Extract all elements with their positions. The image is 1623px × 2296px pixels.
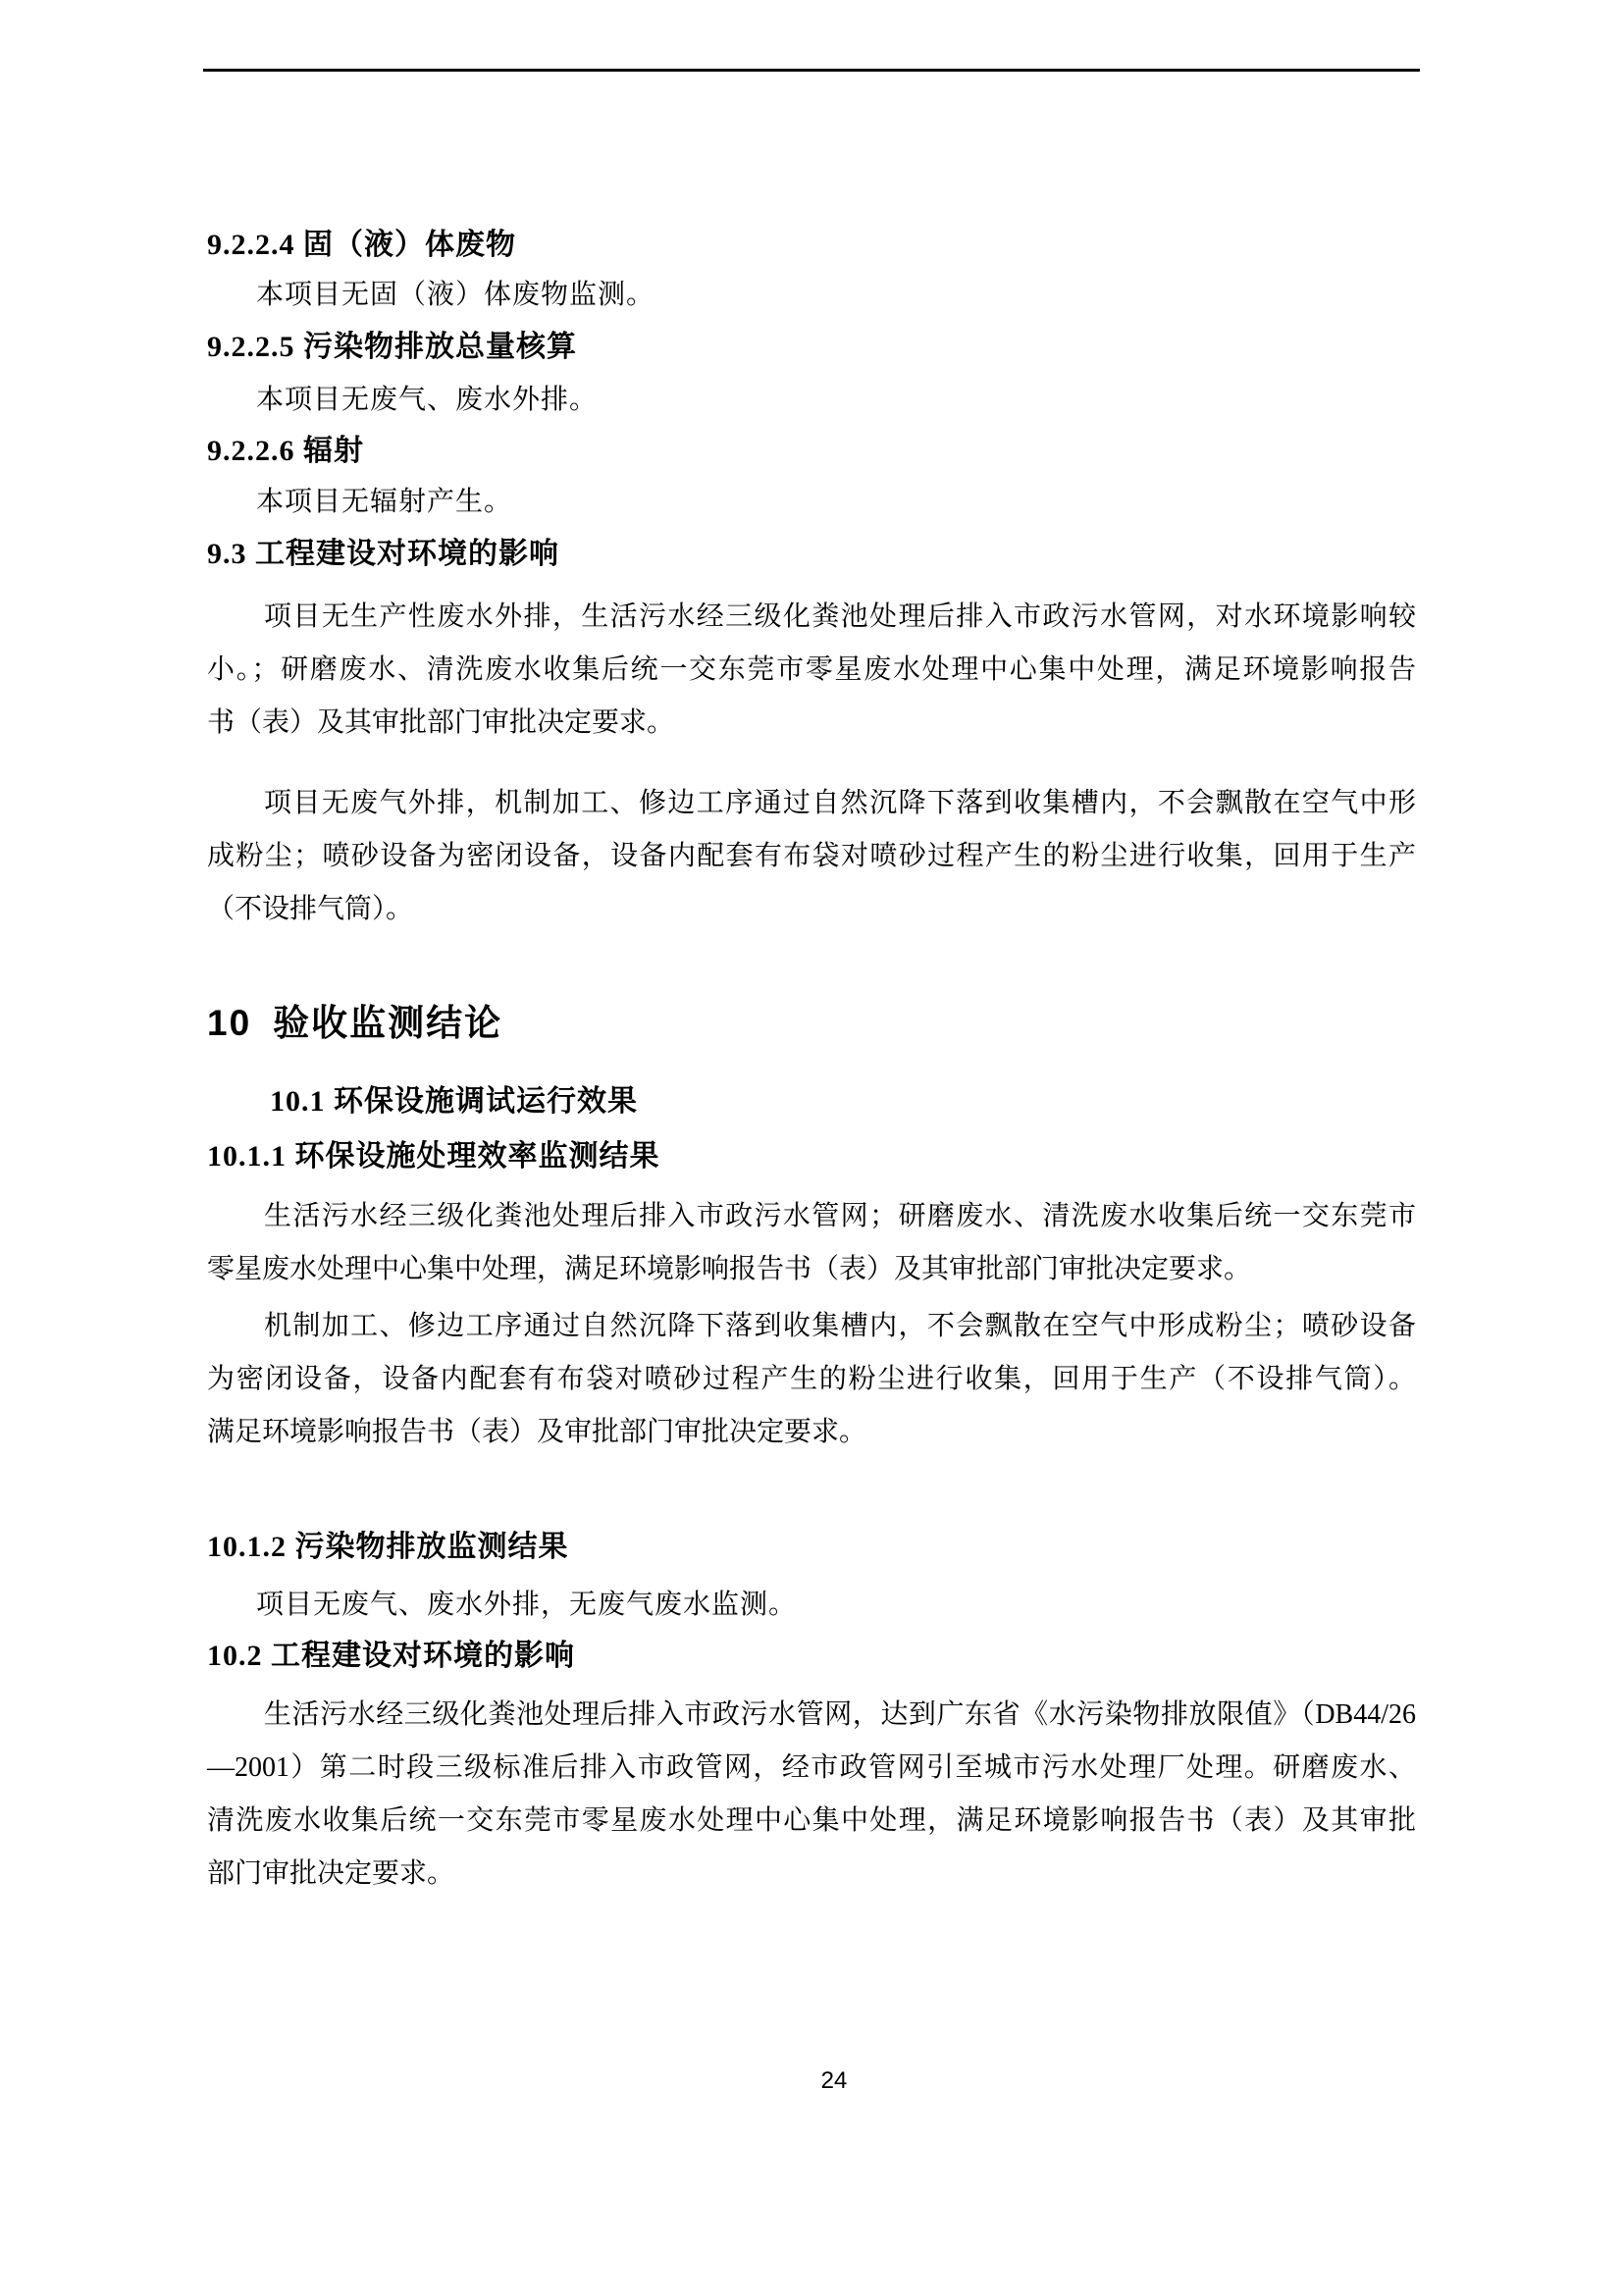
paragraph-line: 项目无废气外排，机制加工、修边工序通过自然沉降下落到收集槽内，不会飘散在空气中形 [264,788,1416,818]
paragraph [207,1300,1416,1459]
paragraph-line: 生活污水经三级化粪池处理后排入市政污水管网，达到广东省《水污染物排放限值》（DB44/26 [264,1699,1416,1730]
paragraph-line: 成粉尘；喷砂设备为密闭设备，设备内配套有布袋对喷砂过程产生的粉尘进行收集，回用于生产 [207,841,1416,871]
heading-9-2-2-4: 9.2.2.4 固（液）体废物 [207,229,516,261]
body-9-2-2-5: 本项目无废气、废水外排。 [256,385,599,415]
paragraph-line: 清洗废水收集后统一交东莞市零星废水处理中心集中处理，满足环境影响报告书（表）及其审批 [207,1805,1416,1836]
heading-10-2: 10.2 工程建设对环境的影响 [207,1640,575,1672]
heading-10-1-1: 10.1.1 环保设施处理效率监测结果 [207,1140,660,1173]
body-9-2-2-4: 本项目无固（液）体废物监测。 [256,280,655,310]
heading-9-3: 9.3 工程建设对环境的影响 [207,538,559,570]
heading-9-2-2-5: 9.2.2.5 污染物排放总量核算 [207,331,577,363]
paragraph-line: 生活污水经三级化粪池处理后排入市政污水管网；研磨废水、清洗废水收集后统一交东莞市 [264,1201,1416,1231]
paragraph-line: （不设排气筒）。 [207,894,414,924]
paragraph-line: 满足环境影响报告书（表）及审批部门审批决定要求。 [207,1417,867,1447]
heading-10 [207,1000,1416,1047]
paragraph-line: 为密闭设备，设备内配套有布袋对喷砂过程产生的粉尘进行收集，回用于生产（不设排气筒）。 [207,1364,1416,1394]
paragraph-line: 机制加工、修边工序通过自然沉降下落到收集槽内，不会飘散在空气中形成粉尘；喷砂设备 [264,1311,1416,1341]
paragraph-line: 书（表）及其审批部门审批决定要求。 [207,707,675,738]
header-rule [203,69,1420,72]
paragraph [207,1689,1416,1901]
heading-10-1-2: 10.1.2 污染物排放监测结果 [207,1531,569,1563]
paragraph [207,591,1416,750]
heading-10-number: 10 [207,1003,252,1043]
heading-9-2-2-6: 9.2.2.6 辐射 [207,435,364,467]
paragraph-line: 零星废水处理中心集中处理，满足环境影响报告书（表）及其审批部门审批决定要求。 [207,1254,1252,1284]
paragraph-line: 项目无生产性废水外排，生活污水经三级化粪池处理后排入市政污水管网，对水环境影响较 [264,601,1416,632]
body-10-1-2: 项目无废气、废水外排，无废气废水监测。 [256,1590,798,1620]
paragraph-line: 部门审批决定要求。 [207,1858,455,1889]
paragraph-line: —2001）第二时段三级标准后排入市政管网，经市政管网引至城市污水处理厂处理。研磨废水、 [207,1752,1416,1783]
heading-10-title: 验收监测结论 [273,1003,503,1043]
heading-10-1: 10.1 环保设施调试运行效果 [270,1085,638,1118]
body-9-2-2-6: 本项目无辐射产生。 [256,487,513,517]
page-number: 24 [820,2067,848,2094]
paragraph [207,1190,1416,1296]
paragraph [207,777,1416,936]
paragraph-line: 小。；研磨废水、清洗废水收集后统一交东莞市零星废水处理中心集中处理，满足环境影响报告 [207,654,1416,685]
